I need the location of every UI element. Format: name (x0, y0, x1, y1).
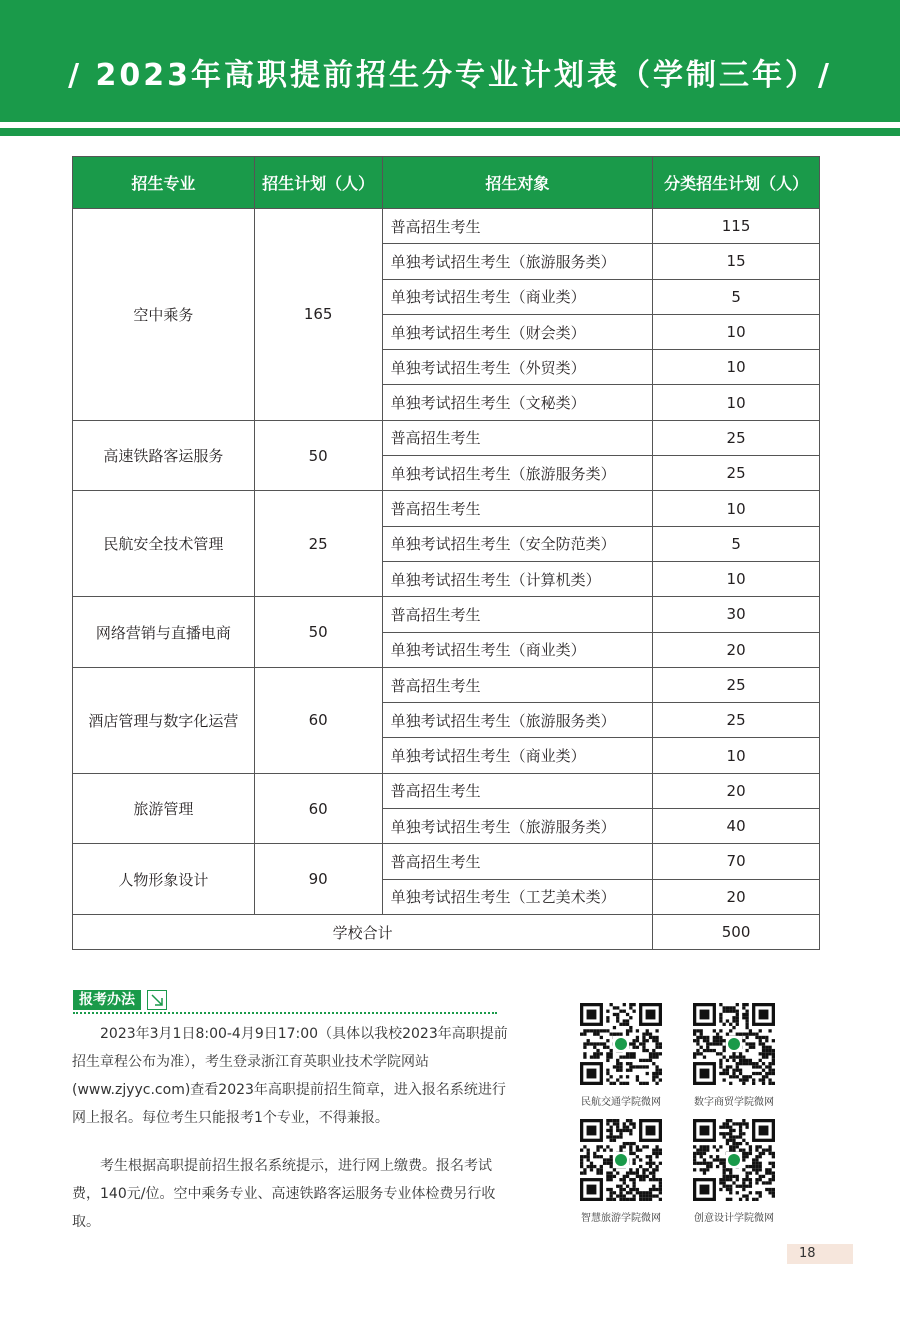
count-cell: 15 (653, 244, 820, 279)
target-cell: 单独考试招生考生（旅游服务类） (382, 456, 653, 491)
page-title: / 2023年高职提前招生分专业计划表（学制三年）/ (68, 58, 832, 93)
qr-code-icon (693, 1003, 775, 1085)
count-cell: 20 (653, 632, 820, 667)
target-cell: 单独考试招生考生（外贸类） (382, 350, 653, 385)
qr-code-icon (580, 1003, 662, 1085)
count-cell: 10 (653, 491, 820, 526)
target-cell: 单独考试招生考生（计算机类） (382, 561, 653, 596)
qr-caption: 数字商贸学院微网 (694, 1097, 774, 1108)
count-cell: 25 (653, 456, 820, 491)
major-cell: 空中乘务 (73, 209, 255, 421)
total-value: 500 (653, 914, 820, 949)
page-number: 18 (787, 1244, 853, 1264)
target-cell: 单独考试招生考生（旅游服务类） (382, 244, 653, 279)
count-cell: 5 (653, 279, 820, 314)
target-cell: 普高招生考生 (382, 491, 653, 526)
plan-cell: 60 (254, 773, 382, 844)
target-cell: 单独考试招生考生（旅游服务类） (382, 809, 653, 844)
major-cell: 酒店管理与数字化运营 (73, 667, 255, 773)
table-row (73, 773, 820, 808)
arrow-down-right-icon (147, 990, 167, 1010)
target-cell: 普高招生考生 (382, 209, 653, 244)
count-cell: 10 (653, 314, 820, 349)
table-row (73, 420, 820, 455)
target-cell: 单独考试招生考生（财会类） (382, 314, 653, 349)
major-cell: 高速铁路客运服务 (73, 420, 255, 491)
target-cell: 普高招生考生 (382, 667, 653, 702)
qr-code-block-2 (686, 1003, 782, 1108)
target-cell: 单独考试招生考生（文秘类） (382, 385, 653, 420)
plan-cell: 50 (254, 420, 382, 491)
target-cell: 单独考试招生考生（商业类） (382, 738, 653, 773)
count-cell: 40 (653, 809, 820, 844)
qr-caption: 智慧旅游学院微网 (581, 1213, 661, 1224)
count-cell: 10 (653, 350, 820, 385)
major-cell: 人物形象设计 (73, 844, 255, 915)
count-cell: 5 (653, 526, 820, 561)
plan-cell: 25 (254, 491, 382, 597)
count-cell: 10 (653, 738, 820, 773)
plan-cell: 90 (254, 844, 382, 915)
qr-code-icon (693, 1119, 775, 1201)
count-cell: 20 (653, 773, 820, 808)
total-row (73, 914, 820, 949)
qr-code-icon (580, 1119, 662, 1201)
target-cell: 单独考试招生考生（安全防范类） (382, 526, 653, 561)
plan-cell: 165 (254, 209, 382, 421)
table-row (73, 667, 820, 702)
header-category-plan: 分类招生计划（人） (653, 157, 820, 209)
count-cell: 20 (653, 879, 820, 914)
table-row (73, 491, 820, 526)
method-label: 报考办法 (73, 990, 141, 1010)
table-header-row (73, 157, 820, 209)
qr-code-block-4 (686, 1119, 782, 1224)
header-major: 招生专业 (73, 157, 255, 209)
target-cell: 普高招生考生 (382, 420, 653, 455)
method-paragraph-2: 考生根据高职提前招生报名系统提示，进行网上缴费。报名考试费，140元/位。空中乘务专业、高速铁路客运服务专业体检费另行收取。 (72, 1158, 496, 1230)
enrollment-plan-table (72, 156, 820, 950)
qr-code-block-3 (573, 1119, 669, 1224)
target-cell: 普高招生考生 (382, 773, 653, 808)
table-row (73, 209, 820, 244)
target-cell: 普高招生考生 (382, 844, 653, 879)
title-banner (0, 0, 900, 122)
header-plan: 招生计划（人） (254, 157, 382, 209)
table-row (73, 844, 820, 879)
qr-caption: 创意设计学院微网 (694, 1213, 774, 1224)
table-row (73, 597, 820, 632)
count-cell: 115 (653, 209, 820, 244)
method-paragraph-1: 2023年3月1日8:00-4月9日17:00（具体以我校2023年高职提前招生章程公布为准），考生登录浙江育英职业技术学院网站(www.zjyyc.com)查看2023年高职提前招生简章，进入报名系统进行网上报名。每位考生只能报考1个专业，不得兼报。 (72, 1026, 508, 1126)
qr-caption: 民航交通学院微网 (581, 1097, 661, 1108)
major-cell: 旅游管理 (73, 773, 255, 844)
major-cell: 网络营销与直播电商 (73, 597, 255, 668)
target-cell: 单独考试招生考生（商业类） (382, 279, 653, 314)
count-cell: 25 (653, 703, 820, 738)
table-body (73, 209, 820, 915)
major-cell: 民航安全技术管理 (73, 491, 255, 597)
banner-stripe (0, 128, 900, 136)
target-cell: 单独考试招生考生（商业类） (382, 632, 653, 667)
count-cell: 25 (653, 667, 820, 702)
count-cell: 10 (653, 385, 820, 420)
count-cell: 30 (653, 597, 820, 632)
count-cell: 70 (653, 844, 820, 879)
header-target: 招生对象 (382, 157, 653, 209)
target-cell: 普高招生考生 (382, 597, 653, 632)
method-divider (73, 1012, 497, 1014)
qr-code-block-1 (573, 1003, 669, 1108)
target-cell: 单独考试招生考生（旅游服务类） (382, 703, 653, 738)
target-cell: 单独考试招生考生（工艺美术类） (382, 879, 653, 914)
plan-cell: 60 (254, 667, 382, 773)
total-label: 学校合计 (73, 914, 653, 949)
method-header (73, 990, 167, 1010)
count-cell: 25 (653, 420, 820, 455)
count-cell: 10 (653, 561, 820, 596)
plan-cell: 50 (254, 597, 382, 668)
